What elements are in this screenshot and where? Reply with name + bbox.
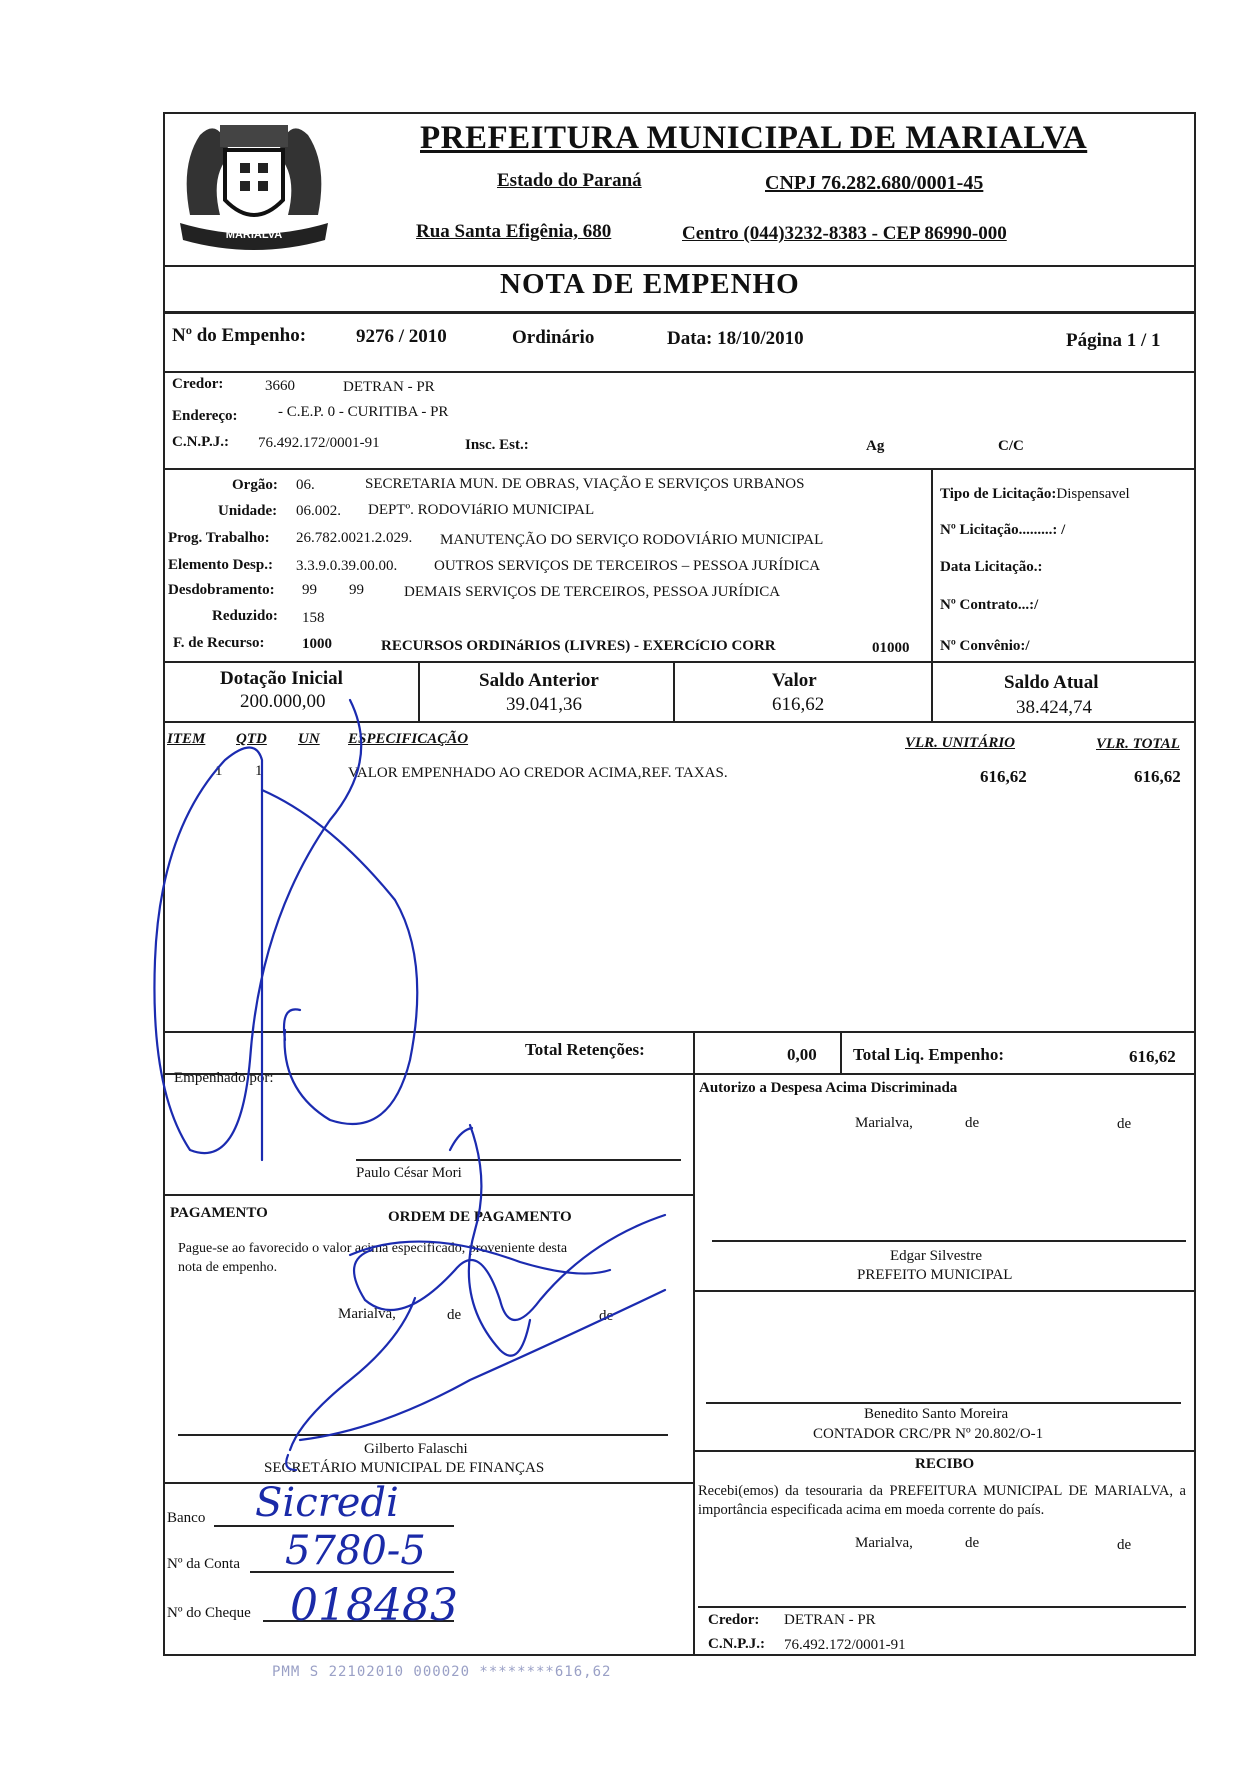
elemento-name: OUTROS SERVIÇOS DE TERCEIROS – PESSOA JURÍDICA: [434, 558, 821, 574]
valor-label: Valor: [772, 670, 817, 691]
recurso-code-2: 01000: [872, 640, 910, 656]
recibo-city: Marialva,: [855, 1535, 913, 1551]
state-name: Estado do Paraná: [497, 170, 642, 191]
prefeito-role: PREFEITO MUNICIPAL: [857, 1267, 1013, 1283]
empenhado-name: Paulo César Mori: [356, 1165, 462, 1181]
secretario-role: SECRETÁRIO MUNICIPAL DE FINANÇAS: [264, 1460, 545, 1476]
cnpj-label: C.N.P.J.:: [172, 434, 229, 450]
desdobramento-code-2: 99: [349, 582, 364, 598]
pagamento-de-2: de: [599, 1308, 614, 1324]
cc-label: C/C: [998, 438, 1024, 454]
autorizo-de-1: de: [965, 1115, 980, 1131]
prog-name: MANUTENÇÃO DO SERVIÇO RODOVIÁRIO MUNICIPAL: [440, 532, 824, 548]
especificacao-col-header: ESPECIFICAÇÃO: [348, 731, 469, 747]
licitacao-data: Data Licitação.:: [940, 559, 1043, 575]
contact-info: Centro (044)3232-8383 - CEP 86990-000: [682, 223, 1007, 244]
saldo-atual-label: Saldo Atual: [1004, 672, 1099, 693]
credor-name: DETRAN - PR: [343, 379, 435, 395]
licitacao-contrato: Nº Contrato...:/: [940, 597, 1039, 613]
pagamento-text-2: nota de empenho.: [178, 1260, 278, 1275]
total-retencoes-value: 0,00: [787, 1045, 817, 1064]
unit-price-col-header: VLR. UNITÁRIO: [905, 735, 1016, 751]
cheque-label: Nº do Cheque: [167, 1605, 251, 1621]
pagamento-city: Marialva,: [338, 1306, 396, 1322]
total-liquido-value: 616,62: [1129, 1047, 1176, 1066]
reduzido-value: 158: [302, 610, 325, 626]
contador-role: CONTADOR CRC/PR Nº 20.802/O-1: [813, 1426, 1044, 1442]
credor-label: Credor:: [172, 376, 224, 392]
page-number: Página 1 / 1: [1066, 330, 1161, 351]
autorizo-city: Marialva,: [855, 1115, 913, 1131]
street-address: Rua Santa Efigênia, 680: [416, 221, 612, 242]
licitacao-numero: Nº Licitação.........: /: [940, 522, 1066, 538]
footer-credor-label: Credor:: [708, 1612, 760, 1628]
footer-cnpj-label: C.N.P.J.:: [708, 1636, 765, 1652]
unidade-name: DEPTº. RODOVIáRIO MUNICIPAL: [368, 502, 595, 518]
elemento-label: Elemento Desp.:: [168, 557, 273, 573]
item-col-header: ITEM: [167, 731, 206, 747]
municipal-seal: [170, 95, 338, 260]
recurso-name: RECURSOS ORDINáRIOS (LIVRES) - EXERCíCIO CORR: [381, 638, 776, 654]
prefeito-name: Edgar Silvestre: [890, 1248, 983, 1264]
prog-code: 26.782.0021.2.029.: [296, 530, 413, 546]
ordem-pagamento-label: ORDEM DE PAGAMENTO: [388, 1209, 572, 1225]
qtd-col-header: QTD: [236, 731, 267, 747]
table-row-espec: VALOR EMPENHADO AO CREDOR ACIMA,REF. TAXAS.: [348, 765, 728, 781]
conta-value: 5780-5: [285, 1528, 426, 1574]
desdobramento-name: DEMAIS SERVIÇOS DE TERCEIROS, PESSOA JURÍDICA: [404, 584, 781, 600]
licitacao-convenio: Nº Convênio:/: [940, 638, 1030, 654]
recibo-de-2: de: [1117, 1537, 1132, 1553]
insc-label: Insc. Est.:: [465, 437, 529, 453]
pagamento-de-1: de: [447, 1307, 462, 1323]
orgao-name: SECRETARIA MUN. DE OBRAS, VIAÇÃO E SERVIÇOS URBANOS: [365, 476, 805, 492]
saldo-anterior-label: Saldo Anterior: [479, 670, 599, 691]
document-title: NOTA DE EMPENHO: [500, 268, 800, 300]
unidade-code: 06.002.: [296, 503, 341, 519]
orgao-code: 06.: [296, 477, 315, 493]
reduzido-label: Reduzido:: [212, 608, 278, 624]
pagamento-label: PAGAMENTO: [170, 1205, 268, 1221]
saldo-anterior-value: 39.041,36: [506, 694, 582, 715]
contador-name: Benedito Santo Moreira: [864, 1406, 1009, 1422]
empenho-date: Data: 18/10/2010: [667, 328, 804, 349]
cnpj-value: 76.492.172/0001-91: [258, 435, 380, 451]
elemento-code: 3.3.9.0.39.00.00.: [296, 558, 398, 574]
payment-stamp: PMM S 22102010 000020 ********616,62: [272, 1664, 612, 1680]
cheque-value: 018483: [290, 1580, 458, 1631]
valor-value: 616,62: [772, 694, 825, 715]
recibo-de-1: de: [965, 1535, 980, 1551]
licitacao-tipo-label: Tipo de Licitação:: [940, 486, 1057, 502]
credor-code: 3660: [265, 378, 295, 394]
table-row-item: 1: [215, 763, 223, 779]
banco-value: Sicredi: [255, 1480, 399, 1526]
desdobramento-label: Desdobramento:: [168, 582, 275, 598]
desdobramento-code-1: 99: [302, 582, 317, 598]
municipality-title: PREFEITURA MUNICIPAL DE MARIALVA: [420, 120, 1088, 156]
banco-label: Banco: [167, 1510, 206, 1526]
recurso-label: F. de Recurso:: [173, 635, 265, 651]
empenho-type: Ordinário: [512, 327, 595, 348]
secretario-name: Gilberto Falaschi: [364, 1441, 468, 1457]
endereco-value: - C.E.P. 0 - CURITIBA - PR: [278, 404, 449, 420]
unidade-label: Unidade:: [218, 503, 278, 519]
total-col-header: VLR. TOTAL: [1096, 736, 1180, 752]
recibo-text: Recebi(emos) da tesouraria da PREFEITURA MUNICIPAL DE MARIALVA, a importância especificada acima em moeda corrente do país.: [698, 1483, 1186, 1518]
ag-label: Ag: [866, 438, 885, 454]
orgao-label: Orgão:: [232, 477, 278, 493]
footer-credor-name: DETRAN - PR: [784, 1612, 876, 1628]
footer-cnpj-value: 76.492.172/0001-91: [784, 1637, 906, 1653]
empenho-label: Nº do Empenho:: [172, 325, 307, 346]
dotacao-value: 200.000,00: [240, 691, 326, 712]
table-row-unit-price: 616,62: [980, 767, 1027, 786]
autorizo-de-2: de: [1117, 1116, 1132, 1132]
table-row-qtd: 1: [255, 763, 263, 779]
empenho-number: 9276 / 2010: [356, 326, 447, 347]
seal-banner-text: MARIALVA: [225, 229, 283, 241]
autorizo-label: Autorizo a Despesa Acima Discriminada: [699, 1080, 958, 1096]
prog-label: Prog. Trabalho:: [168, 530, 270, 546]
total-retencoes-label: Total Retenções:: [525, 1040, 645, 1059]
pagamento-text-1: Pague-se ao favorecido o valor acima especificado, proveniente desta: [178, 1241, 568, 1256]
recurso-code: 1000: [302, 636, 332, 652]
conta-label: Nº da Conta: [167, 1556, 240, 1572]
table-row-total: 616,62: [1134, 767, 1181, 786]
recibo-title: RECIBO: [915, 1456, 975, 1472]
licitacao-tipo-value: Dispensavel: [1056, 486, 1130, 502]
endereco-label: Endereço:: [172, 408, 238, 424]
saldo-atual-value: 38.424,74: [1016, 697, 1092, 718]
un-col-header: UN: [298, 731, 320, 747]
empenhado-label: Empenhado por:: [174, 1070, 274, 1086]
total-liquido-label: Total Liq. Empenho:: [853, 1045, 1004, 1064]
licitacao-tipo: [940, 486, 1130, 503]
dotacao-label: Dotação Inicial: [220, 668, 343, 689]
municipal-cnpj: CNPJ 76.282.680/0001-45: [765, 172, 984, 194]
